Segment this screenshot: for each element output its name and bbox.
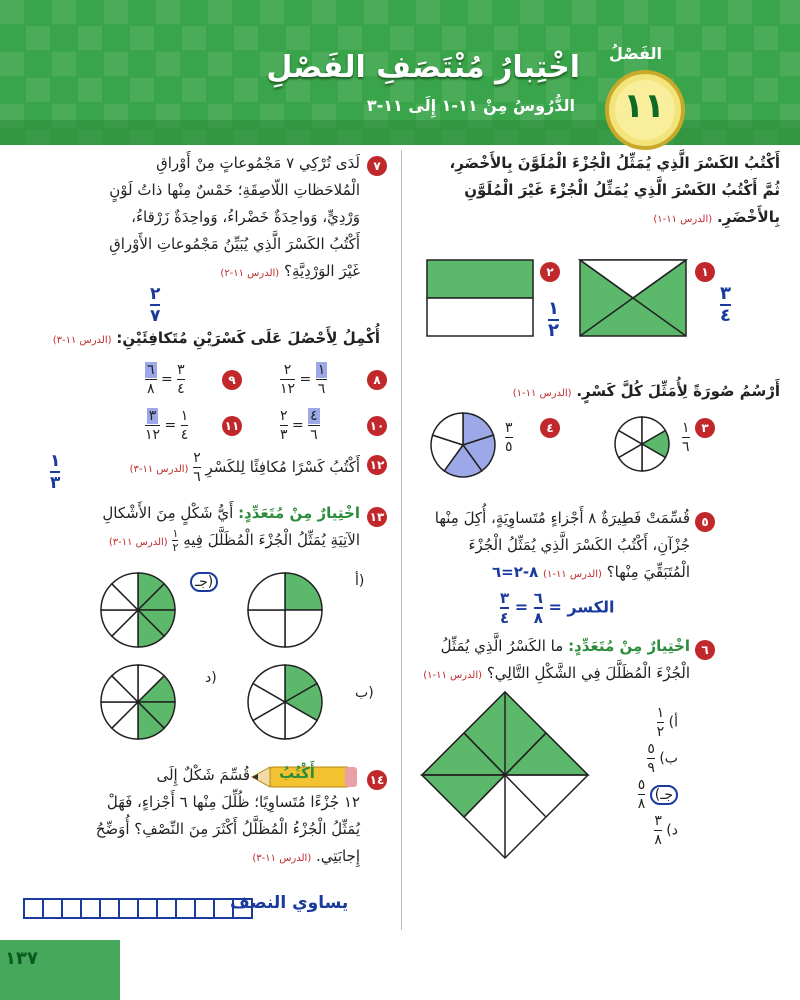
- multiple-choice-label: اخْتِيارٌ مِنْ مُتَعَدِّدٍ:: [238, 504, 360, 522]
- question-number-10: ١٠: [367, 416, 387, 436]
- q13-choice-c-selected[interactable]: جـ): [190, 572, 218, 592]
- diamond-eighths-shape: [420, 690, 590, 860]
- grid-box: [175, 898, 196, 919]
- square-halves-shape: [425, 258, 535, 338]
- circle-eighths-choice-c: [98, 570, 178, 650]
- circle-sixths-drawing: [612, 414, 672, 474]
- filled-answer: ١: [317, 362, 326, 378]
- draw-title: أَرْسُمُ صُورَةً لِأُمَثِّلَ كُلَّ كَسْرٍ.: [576, 382, 780, 400]
- question-number-14: ١٤: [367, 770, 387, 790]
- question-number-4: ٤: [540, 418, 560, 438]
- q7-text: لَدَى تُرْكِي ٧ مَجْمُوعاتٍ مِنْ أَوْراقِ الْمُلاحَظاتِ اللّاصِقَةِ؛ خَمْسٌ مِنْها ذاتُ لَوْنٍ وَرْدِيٍّ، وَواحِدَةٌ خَضْراءُ، وَواحِدَةٌ زَرْقاءُ، أَكْتُبُ الكَسْرَ الَّذِي يُبَيِّنُ مَجْمُوعاتِ الأَوْراقِ غَيْرَ الوَرْدِيَّةِ؟ (الدرس ١١-٢): [109, 154, 360, 280]
- q12-text: أَكْتُبُ كَسْرًا مُكافِئًا لِلكَسْرِ $\frac{٢}{٦}$ (الدرس ١١-٣): [129, 450, 360, 485]
- q7-handwritten-answer: ٢ ٧: [150, 284, 161, 326]
- q13-choice-a[interactable]: أ): [355, 573, 365, 589]
- q12-handwritten-answer: ١ ٣: [50, 451, 61, 493]
- circle-eighths-choice-d: [98, 662, 178, 742]
- question-number-8: ٨: [367, 370, 387, 390]
- circle-fifths-drawing: [428, 410, 498, 480]
- lesson-ref: (الدرس ١١-٣): [129, 464, 189, 475]
- circle-quarters-choice-a: [245, 570, 325, 650]
- draw-instructions: [405, 378, 780, 407]
- choice-b[interactable]: ب) $\frac{٥}{٩}$: [647, 741, 678, 776]
- grid-box: [23, 898, 44, 919]
- q9-equation: $\frac{٦}{٨} = \frac{٣}{٤}$: [147, 362, 185, 397]
- grid-box: [213, 898, 234, 919]
- q13-choice-b[interactable]: ب): [355, 685, 374, 701]
- question-number-1: ١: [695, 262, 715, 282]
- choice-d[interactable]: د) $\frac{٣}{٨}$: [654, 813, 678, 848]
- q14-handwritten-answer: يساوي النصف: [230, 893, 349, 913]
- q5-text: قُسِّمَتْ فَطِيرَةٌ ٨ أَجْزاءٍ مُتَساوِيَةٍ، أُكِلَ مِنْها جُزْآنِ، أَكْتُبُ الكَسْرَ الَّذِي يُمَثِّلُ الْجُزْءَ الْمُتَبَقِّيَ مِنْها؟ (الدرس ١١-١) ٨-٢=٦: [434, 509, 690, 581]
- question-number-2: ٢: [540, 262, 560, 282]
- chapter-number: ١١: [623, 86, 665, 126]
- lesson-ref: (الدرس ١١-١): [512, 388, 572, 399]
- q5-handwritten-answer: الكسر = $\frac{٦}{٨} = \frac{٣}{٤}$: [500, 589, 615, 627]
- q3-fraction: ١ ٦: [682, 420, 690, 455]
- q2-handwritten-answer: ١ ٢: [548, 298, 559, 341]
- intro-instructions: [405, 150, 780, 233]
- q13-text: اخْتِيارٌ مِنْ مُتَعَدِّدٍ: أَيُّ شَكْلٍ مِنَ الأَشْكالِ الآتِيَةِ يُمَثِّلُ الْجُزْءَ الْمُظَلَّلَ فِيهِ $\frac{١}{٢}$ (الدرس ١١-٣): [102, 504, 360, 554]
- multiple-choice-label: اخْتِيارٌ مِنْ مُتَعَدِّدٍ:: [568, 637, 690, 655]
- lesson-ref: (الدرس ١١-٢): [220, 268, 280, 279]
- q14-text: قُسِّمَ شَكْلٌ إِلَى ١٢ جُزْءًا مُتَساوِيًا؛ ظُلِّلَ مِنْها ٦ أَجْزاءٍ، فَهَلْ يُمَثِّلُ الْجُزْءُ الْمُظَلَّلُ أَكْثَرَ مِنَ النِّصْفِ؟ أُوَضِّحُ إِجابَتِي. (الدرس ١١-٣): [95, 766, 360, 865]
- circle-sixths-choice-b: [245, 662, 325, 742]
- choice-a[interactable]: أ) $\frac{١}{٢}$: [656, 705, 678, 740]
- q6-choices: [618, 705, 678, 849]
- grid-box: [232, 898, 253, 919]
- question-number-9: ٩: [222, 370, 242, 390]
- page-subtitle: الدُّرُوسُ مِنْ ١١-١ إِلَى ١١-٣: [366, 96, 575, 115]
- question-number-3: ٣: [695, 418, 715, 438]
- write-tag: أَكْتُبُ: [279, 764, 315, 782]
- grid-box: [118, 898, 139, 919]
- lesson-ref: (الدرس ١١-٣): [52, 335, 112, 346]
- q13-choice-d[interactable]: د): [205, 670, 217, 686]
- grid-box: [42, 898, 63, 919]
- page-number: ١٣٧: [5, 948, 38, 969]
- lesson-ref: (الدرس ١١-٣): [252, 853, 312, 864]
- grid-box: [137, 898, 158, 919]
- question-number-12: ١٢: [367, 455, 387, 475]
- q6-text: اخْتِيارٌ مِنْ مُتَعَدِّدٍ: ما الكَسْرُ الَّذِي يُمَثِّلُ الْجُزْءَ الْمُظَلَّلَ فِي الشَّكْلِ التَّالِي؟ (الدرس ١١-١): [423, 637, 690, 682]
- question-number-6: ٦: [695, 640, 715, 660]
- filled-answer: ٣: [148, 408, 157, 424]
- q1-handwritten-answer: ٣ ٤: [720, 283, 731, 326]
- grid-box: [156, 898, 177, 919]
- lesson-ref: (الدرس ١١-١): [653, 214, 713, 225]
- chapter-label: الفَصْلُ: [608, 44, 662, 63]
- page-title: اخْتِبارُ مُنْتَصَفِ الفَصْلِ: [266, 50, 580, 85]
- question-number-5: ٥: [695, 512, 715, 532]
- lesson-ref: (الدرس ١١-١): [543, 569, 602, 580]
- grid-box: [99, 898, 120, 919]
- question-number-13: ١٣: [367, 507, 387, 527]
- handwritten-boxes-grid: [23, 898, 251, 923]
- choice-c[interactable]: جـ) $\frac{٥}{٨}$: [618, 777, 678, 813]
- lesson-ref: (الدرس ١١-١): [423, 670, 483, 681]
- question-number-7: ٧: [367, 156, 387, 176]
- grid-box: [61, 898, 82, 919]
- q8-equation: $\frac{٢}{١٢} = \frac{١}{٦}$: [280, 362, 326, 397]
- equivalent-instructions: أُكْمِلُ لِأَحْصُلَ عَلَى كَسْرَيْنِ مُتَكافِئَيْنِ: (الدرس ١١-٣): [52, 329, 380, 347]
- square-diagonals-shape: [578, 258, 688, 338]
- intro-line-3: بِالأَخْضَرِ.: [716, 208, 780, 226]
- selected-choice-ring: جـ): [650, 785, 678, 805]
- lesson-ref: (الدرس ١١-٣): [108, 537, 168, 548]
- grid-box: [194, 898, 215, 919]
- intro-line-1: أَكْتُبُ الكَسْرَ الَّذِي يُمَثِّلُ الْجُزْءَ الْمُلَوَّنَ بِالأَخْضَرِ،: [449, 154, 780, 172]
- q11-equation: $\frac{٣}{١٢} = \frac{١}{٤}$: [145, 408, 189, 443]
- q10-equation: $\frac{٢}{٣} = \frac{٤}{٦}$: [280, 408, 318, 443]
- q5-handwritten-calc: ٨-٢=٦: [491, 563, 539, 581]
- grid-box: [80, 898, 101, 919]
- intro-line-2: ثُمَّ أَكْتُبُ الكَسْرَ الَّذِي يُمَثِّلُ الْجُزْءَ غَيْرَ الْمُلَوَّنِ: [464, 181, 780, 199]
- filled-answer: ٦: [147, 362, 155, 378]
- column-divider: [401, 150, 402, 930]
- q4-fraction: ٣ ٥: [505, 420, 513, 455]
- question-number-11: ١١: [222, 416, 242, 436]
- filled-answer: ٤: [310, 408, 318, 424]
